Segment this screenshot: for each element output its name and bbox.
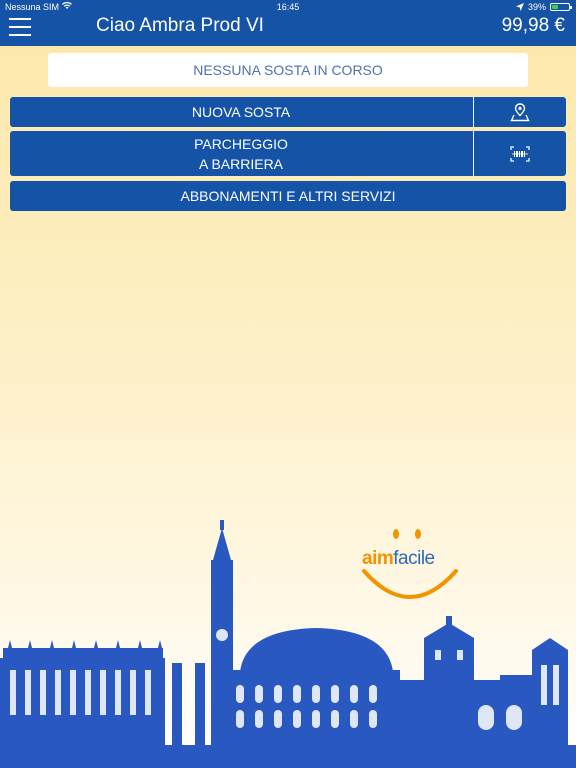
battery-percent: 39%	[527, 2, 546, 12]
app-header	[0, 14, 576, 46]
location-arrow-icon	[516, 3, 524, 11]
city-skyline-illustration	[0, 520, 576, 768]
subscriptions-button[interactable]	[10, 181, 566, 211]
parking-status-box: NESSUNA SOSTA IN CORSO	[48, 53, 528, 87]
hamburger-icon[interactable]	[9, 18, 31, 38]
subscriptions-label: ABBONAMENTI E ALTRI SERVIZI	[180, 188, 396, 204]
new-parking-button[interactable]	[10, 97, 566, 127]
balance-amount: 99,98 €	[501, 15, 565, 36]
barcode-scan-icon	[510, 146, 530, 162]
clock: 16:45	[276, 2, 300, 12]
new-parking-label: NUOVA SOSTA	[191, 104, 291, 120]
map-button[interactable]	[473, 97, 566, 127]
battery-icon	[550, 3, 570, 11]
scan-button[interactable]	[473, 131, 566, 176]
battery-fill	[552, 5, 558, 9]
status-bar	[0, 0, 576, 14]
barrier-parking-label: PARCHEGGIO A BARRIERA	[194, 135, 288, 172]
carrier-label: Nessuna SIM	[5, 2, 72, 12]
map-pin-icon	[510, 102, 530, 122]
barrier-parking-button[interactable]	[10, 131, 566, 176]
greeting-title: Ciao Ambra Prod VI	[96, 15, 264, 36]
logo-text: aimfacile	[362, 548, 435, 569]
status-right	[516, 2, 570, 12]
